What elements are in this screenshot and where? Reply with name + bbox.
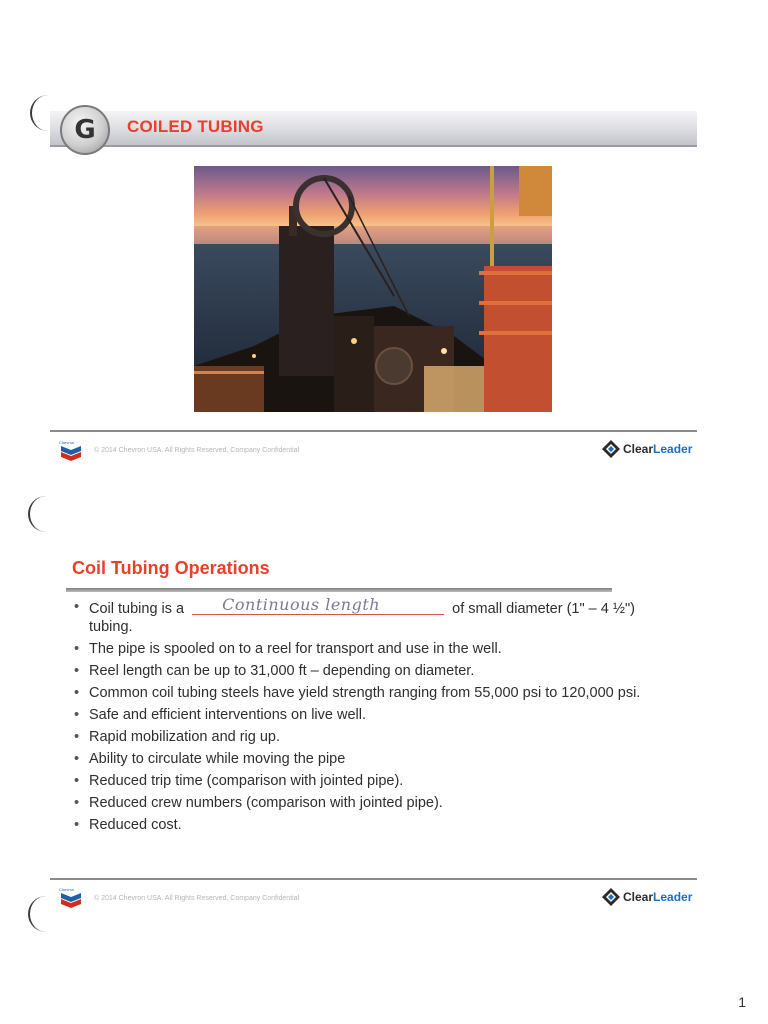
section-badge-letter: G [74,115,96,145]
fill-in-blank [192,595,444,615]
bullet-list [72,595,672,838]
clearleader-diamond-icon [602,440,620,458]
bullet-item [72,595,672,636]
binder-mark-middle [28,496,52,532]
clearleader-logo [602,888,692,906]
chevron-logo-icon [58,440,84,462]
bullet-item: • Reduced trip time (comparison with jointed pipe). [72,772,672,790]
bullet1-after: of small diameter (1" – 4 ½") tubing. [89,601,635,635]
bullet-item: • Safe and efficient interventions on live well. [72,706,672,724]
handwritten-answer: Continuous length [222,595,381,614]
offshore-rig-photo [194,166,552,412]
slide2-title: Coil Tubing Operations [72,558,270,578]
bullet1-before: Coil tubing is a [89,601,185,617]
offshore-rig-sunset-photo-icon [194,166,552,412]
slide2-copyright: © 2014 Chevron USA. All Rights Reserved. Company Confidential [94,895,300,902]
chevron-logo [58,440,84,462]
bullet-item: • Reel length can be up to 31,000 ft – depending on diameter. [72,662,672,680]
clearleader-logo [602,440,692,458]
slide1-copyright: © 2014 Chevron USA. All Rights Reserved. Company Confidential [94,447,300,454]
bullet-item: • Ability to circulate while moving the pipe [72,750,672,768]
bullet-item: • Reduced cost. [72,816,672,834]
brand-clear: Clear [623,890,654,904]
chevron-logo-icon [58,887,84,909]
chevron-logo [58,887,84,909]
slide2-footer-divider [50,878,697,880]
slide1-footer-divider [50,430,697,432]
bullet-item: • Common coil tubing steels have yield strength ranging from 55,000 psi to 120,000 psi. [72,684,672,702]
section-badge [60,105,110,155]
section-title: COILED TUBING [127,117,264,136]
brand-clear: Clear [623,442,654,456]
svg-text:Chevron: Chevron [59,440,75,445]
brand-leader: Leader [653,890,693,904]
svg-text:Chevron: Chevron [59,887,75,892]
brand-leader: Leader [653,442,693,456]
bullet-item: • Reduced crew numbers (comparison with jointed pipe). [72,794,672,812]
clearleader-diamond-icon [602,888,620,906]
page-number: 1 [738,994,746,1010]
bullet-item: • The pipe is spooled on to a reel for transport and use in the well. [72,640,672,658]
binder-mark-bottom [28,896,52,932]
slide2-title-rule [66,588,612,592]
bullet-item: • Rapid mobilization and rig up. [72,728,672,746]
